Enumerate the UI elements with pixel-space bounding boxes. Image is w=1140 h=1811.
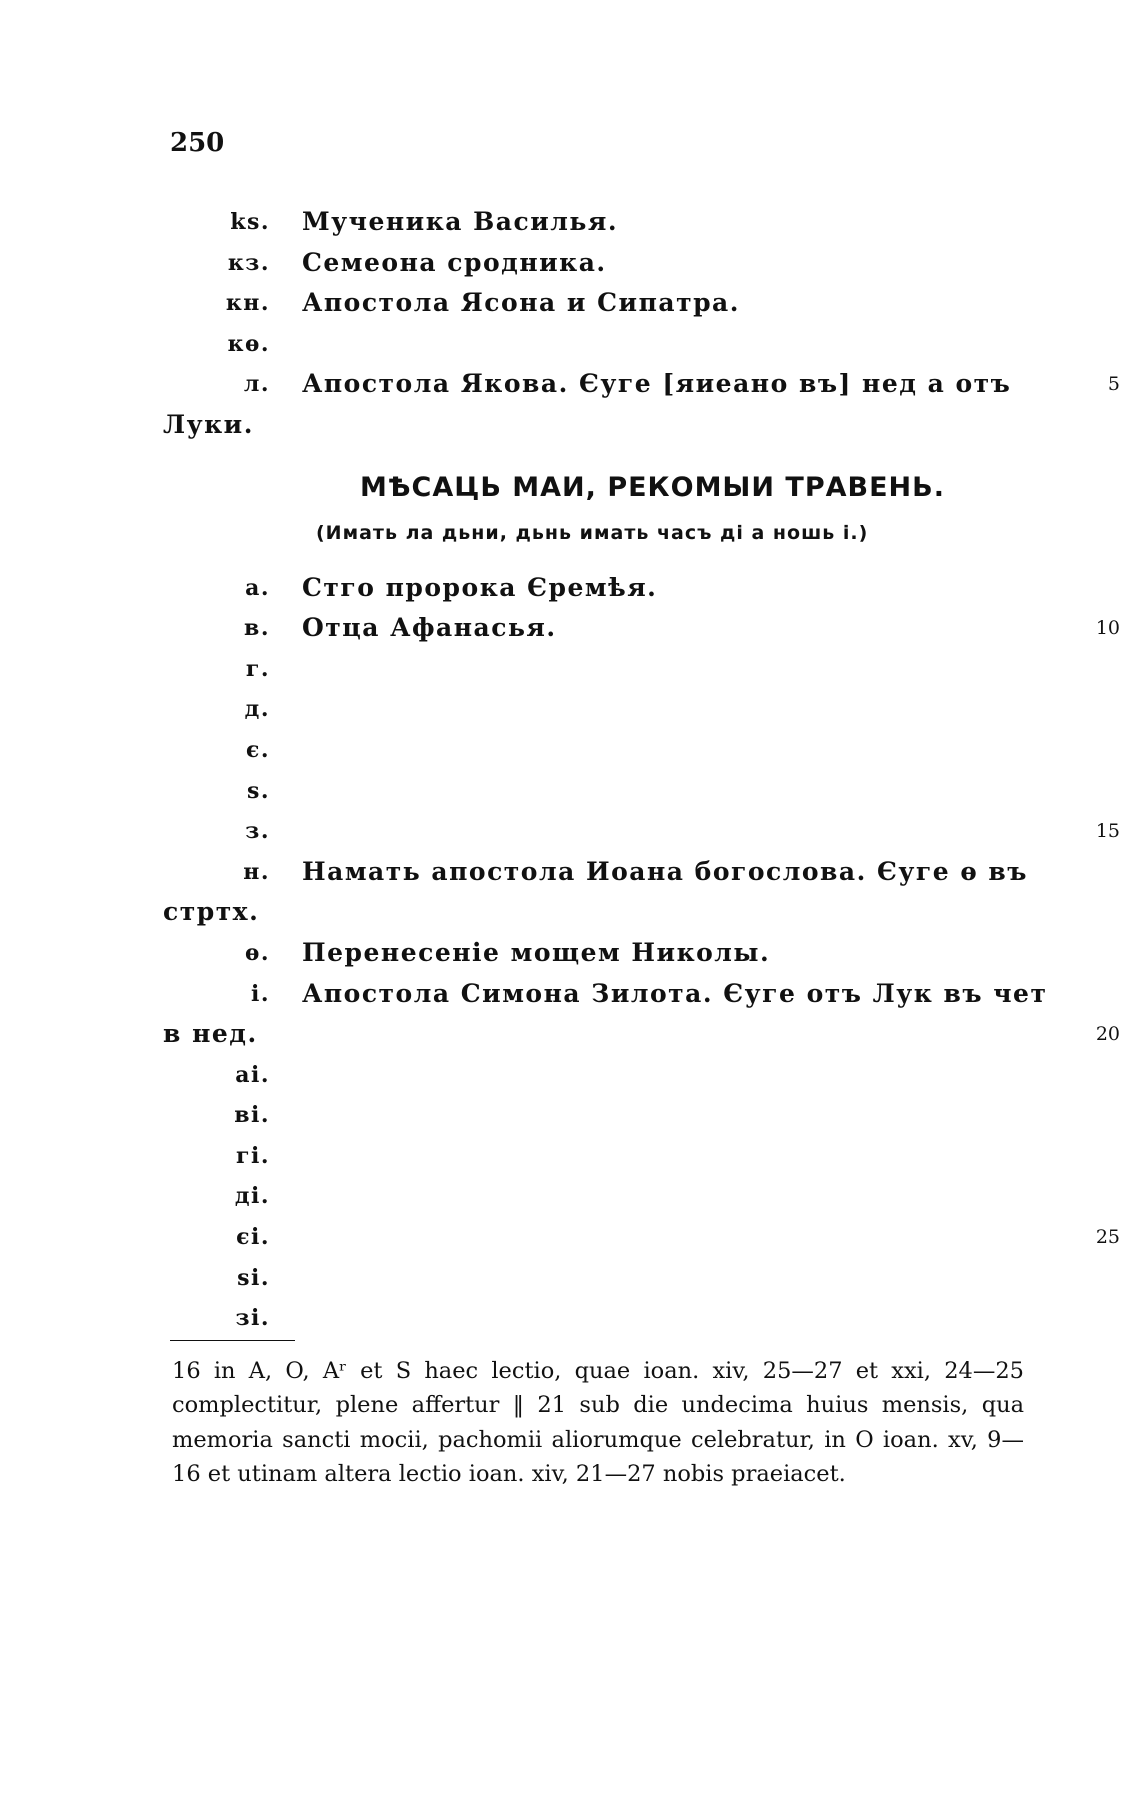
entry-text: Отца Афанасья.	[302, 613, 557, 643]
entry-line	[0, 568, 1140, 609]
day-number: ві.	[234, 1102, 270, 1129]
footnote: 16 in A, O, Aʳ et S haec lectio, quae ioan. xiv, 25—27 et xxi, 24—25 complectitur, plene affertur ‖ 21 sub die undecima huius mensis, qua memoria sancti mocii, pachomii aliorumque celebratur, in O ioan. xv, 9—16 et utinam altera lectio ioan. xiv, 21—27 nobis praeiacet.	[172, 1358, 1024, 1488]
entries-before	[0, 202, 1140, 446]
day-number: кз.	[227, 249, 270, 276]
entry-line	[0, 649, 1140, 690]
entry-text: Перенесеніе мощем Николы.	[302, 937, 771, 967]
entry-line	[0, 1258, 1140, 1299]
day-number: ks.	[230, 209, 270, 235]
month-subheading: (Имать ла дьни, дьнь имать часъ ді а ношь і.)	[316, 521, 869, 544]
day-number: ѕ.	[246, 777, 270, 804]
entry-line	[0, 1014, 1140, 1055]
entry-line	[0, 608, 1140, 649]
line-number: 20	[1095, 1023, 1120, 1046]
day-number: зі.	[235, 1305, 270, 1332]
page-number: 250	[170, 128, 225, 158]
entry-line	[0, 1176, 1140, 1217]
entry-text-continuation: Луки.	[163, 409, 254, 439]
day-number: і.	[250, 980, 270, 1007]
entries-after	[0, 568, 1140, 1339]
day-number: н.	[243, 858, 270, 885]
entry-line	[0, 771, 1140, 812]
entry-text-continuation: в нед.	[163, 1019, 258, 1049]
entry-line	[0, 811, 1140, 852]
entry-line	[0, 283, 1140, 324]
month-heading-block	[0, 446, 1140, 568]
entry-line	[0, 689, 1140, 730]
entry-line	[0, 1298, 1140, 1339]
calendar-entries	[0, 202, 1140, 1339]
day-number: ді.	[234, 1183, 270, 1210]
day-number: а.	[245, 574, 270, 601]
entry-line	[0, 405, 1140, 446]
line-number: 15	[1095, 820, 1120, 843]
day-number: з.	[245, 818, 270, 845]
day-number: в.	[244, 615, 270, 642]
entry-text-continuation: стртх.	[163, 897, 260, 927]
line-number: 25	[1095, 1226, 1120, 1249]
day-number: кѳ.	[227, 330, 270, 357]
day-number: ѳ.	[244, 939, 270, 966]
entry-line	[0, 243, 1140, 284]
entry-line	[0, 892, 1140, 933]
entry-line	[0, 1136, 1140, 1177]
entry-line	[0, 1217, 1140, 1258]
day-number: гі.	[236, 1142, 270, 1169]
entry-line	[0, 324, 1140, 365]
day-number: г.	[245, 655, 270, 682]
line-number: 10	[1095, 617, 1120, 640]
entry-text: Стго пророка Єремѣя.	[302, 572, 658, 602]
entry-text: Намать апостола Иоана богослова. Єуге ѳ въ	[302, 856, 1028, 886]
entry-line	[0, 974, 1140, 1015]
footnote-rule	[170, 1340, 295, 1341]
entry-line	[0, 933, 1140, 974]
day-number: єі.	[236, 1224, 270, 1251]
entry-text: Апостола Ясона и Сипатра.	[302, 288, 740, 318]
entry-line	[0, 852, 1140, 893]
day-number: є.	[245, 736, 270, 763]
line-number: 5	[1107, 373, 1120, 396]
entry-text: Апостола Якова. Єуге [яиеано въ] нед а отъ	[302, 369, 1012, 399]
month-heading: МѢСАЦЬ МАИ, РЕКОМЫИ ТРАВЕНЬ.	[360, 471, 945, 503]
day-number: ѕі.	[237, 1264, 270, 1291]
entry-line	[0, 364, 1140, 405]
entry-line	[0, 1095, 1140, 1136]
entry-line	[0, 202, 1140, 243]
day-number: л.	[243, 371, 270, 398]
day-number: кн.	[225, 290, 270, 317]
entry-line	[0, 730, 1140, 771]
day-number: д.	[244, 696, 270, 723]
day-number: аі.	[235, 1061, 270, 1088]
entry-text: Семеона сродника.	[302, 247, 607, 277]
entry-line	[0, 1055, 1140, 1096]
entry-text: Мученика Василья.	[302, 207, 619, 236]
entry-text: Апостола Симона Зилота. Єуге отъ Лук въ чет	[302, 978, 1048, 1008]
